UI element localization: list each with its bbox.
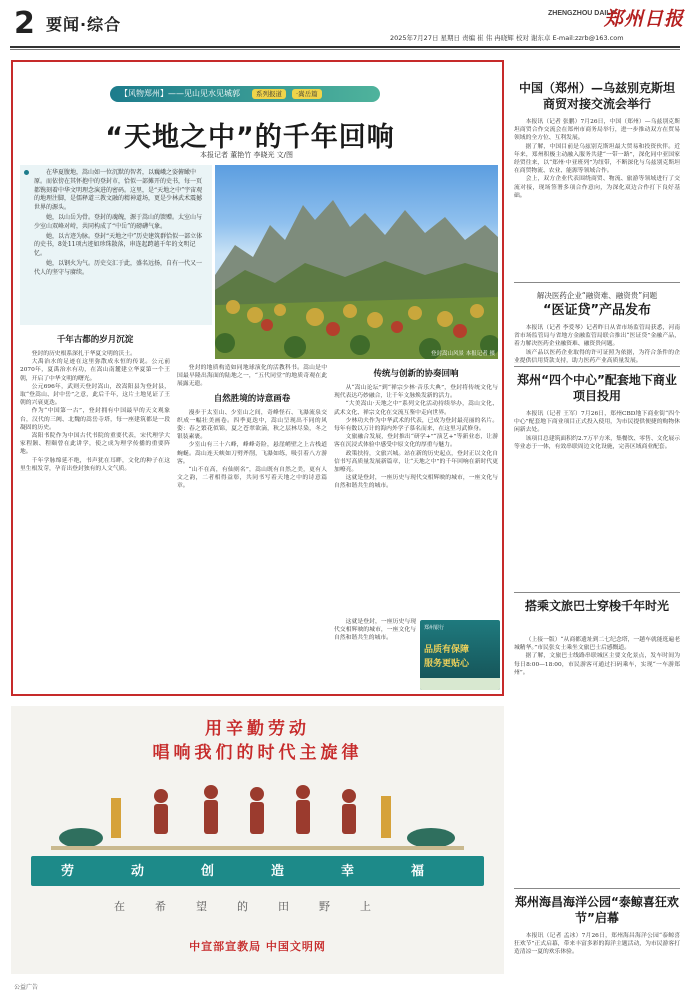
story-divider — [514, 366, 680, 367]
body-paragraph: 本报讯（记者 张鹏）7月26日，中国（郑州）—乌兹别克斯坦商贸合作交流会在郑州市商务局举行，进一步推动双方在贸易领域的全方位、互利发展。 — [514, 119, 680, 142]
brand-english: ZHENGZHOU DAILY — [548, 10, 615, 17]
psa-band-char: 造 — [271, 864, 285, 879]
body-paragraph: 登封的历史根系深扎于华夏文明的沃土。 — [31, 351, 136, 357]
story-medcert-kicker: 解决医药企业“融资难、融资贵”问题 — [536, 291, 658, 300]
story-oceanpark-body — [514, 932, 680, 992]
story-divider — [514, 592, 680, 593]
psa-label: 公益广告 — [14, 984, 39, 991]
psa-headline-1: 用辛勤劳动 — [205, 719, 310, 739]
body-paragraph: 作为“中国第一古”，登封拥有中国最早的天文观象台，汉代的三阙、北魏的嵩岳寺塔，每一座建筑都是一段凝固的历史。 — [20, 408, 170, 431]
psa-band-char: 劳 — [61, 864, 75, 879]
story-divider — [514, 282, 680, 283]
psa-band — [31, 856, 484, 886]
masthead-rule-thin — [10, 49, 680, 50]
story-underground-headline: 郑州“四个中心”配套地下商业项目投用 — [517, 373, 677, 403]
body-paragraph: 这就是登封，一座历史与现代交相辉映的城市，一座文化与自然和谐共生的城市。 — [334, 475, 498, 490]
story-bus-body — [514, 636, 680, 882]
masthead — [0, 0, 690, 52]
bank-logo: 郑州银行 — [424, 625, 445, 631]
psa-band-char: 创 — [201, 864, 215, 879]
body-paragraph: 本报讯（记者 李爱琴）记者昨日从省市场监管局获悉，河南省市场监管局与省地方金融监管局联合推出“医证贷”金融产品，着力解决医药企业融资难、融资贵问题。 — [514, 325, 680, 348]
psa-motto: 在希望的田野上 — [114, 900, 401, 913]
column-badge-title: 【风物郑州】——见山见水见城郭 — [120, 89, 240, 98]
body-paragraph: 少室山有三十六峰，峰峰奇险，悬崖峭壁之上古栈道蜿蜒。嵩山连天峡如刀劈斧削，飞瀑如练，吸引着八方游客。 — [177, 442, 327, 465]
body-paragraph: 政策扶持，文旅兴城。站在新的历史起点，登封正以文化自信书写高质量发展新篇章，让“天地之中”的千年回响在新时代更加嘹亮。 — [334, 450, 498, 474]
psa-credit: 中宣部宣教局 中国文明网 — [189, 940, 326, 953]
subheading-tradition-innovation: 传统与创新的协奏回响 — [373, 369, 459, 379]
feature-headline: “天地之中”的千年回响 — [105, 122, 395, 153]
body-paragraph: 这就是登封，一座历史与现代交相辉映的城市，一座文化与自然和谐共生的城市。 — [334, 619, 416, 642]
column-badge-series: 系列报道 — [252, 89, 286, 99]
feature-byline: 本报记者 董艳竹 李晓光 文/图 — [200, 151, 294, 159]
body-paragraph: 大禹治水的足迹在这里弥散成永恒的传说。公元前2070年，夏禹治水有功，在嵩山南麓建立华夏第一个王朝，开启了中华文明的曙光。 — [20, 359, 170, 382]
ad-slogan-1: 品质有保障 — [424, 645, 470, 655]
psa-band-char: 动 — [131, 864, 145, 879]
lead-paragraph: 她，以古迹为脉。登封“天地之中”历史建筑群恰似一部立体的史书，8处11项古迹如珍珠散落，串连起跨越千年的文明记忆。 — [34, 232, 203, 258]
body-paragraph: “大美嵩山·天地之中”系列文化活动持续举办，嵩山文化、武术文化、禅宗文化在交流互鉴中走向世界。 — [334, 401, 498, 416]
story-bus-headline: 搭乘文旅巴士穿梭千年时光 — [524, 599, 669, 613]
masthead-rule — [10, 46, 680, 48]
ad-stripe — [420, 678, 500, 690]
body-paragraph: 该项目总建筑面积约2.7万平方米，集餐饮、零售、文化展示等业态于一体，有效串联周边文化设施，完善区域商业配套。 — [514, 435, 680, 450]
body-paragraph: 千年学脉绵延不绝，书声犹在耳畔，文化的种子在这里生根发芽，孕育出登封独有的人文气质。 — [20, 457, 170, 472]
public-service-ad — [11, 706, 504, 974]
lead-paragraph: 她，以钢火为气。历史交汇于此，盛名远扬，自有一代又一代人的坚守与赓续。 — [34, 259, 203, 276]
column-badge — [110, 86, 380, 102]
mountain-landscape-image — [215, 165, 498, 359]
psa-band-char: 福 — [411, 864, 425, 879]
feature-lead-box — [20, 165, 212, 325]
body-paragraph: 据了解，文旅巴士线路串联城区主要文化景点，发车时间为每日8:00—18:00，市民游客可通过扫码乘车，实现“一车游郑州”。 — [514, 653, 680, 676]
lead-paragraph: 在华夏腹地，嵩山如一位沉默的智者，以巍峨之姿俯瞰中原。而依傍在其怀抱中的登封市，恰似一部摊开的史书，每一页都镌刻着中华文明理念演进的密码。这里，是“天地之中”宇宙观的地理注脚，是儒释道三教文融的精神道场，更是少林武术震撼世界的源头。 — [34, 169, 203, 212]
body-paragraph: 本报讯（记者 孟冰）7月26日，郑州海昌海洋公园“泰鲸喜狂欢节”正式启幕，带来丰富多彩的海洋主题活动，为市民游客打造清凉一夏的欢乐体验。 — [514, 933, 680, 956]
feature-column-2 — [177, 364, 327, 690]
story-medcert-body — [514, 324, 680, 364]
story-oceanpark-headline: 郑州海昌海洋公园“泰鲸喜狂欢节”启幕 — [515, 895, 679, 925]
subheading-ancient-capital: 千年古都的岁月沉淀 — [56, 335, 134, 345]
body-paragraph: 本报讯（记者 王军）7月26日，郑州CBD地下商业街“四个中心”配套地下商业项目正式投入使用，为市民提供便捷的购物休闲新去处。 — [514, 411, 680, 434]
dateline: 2025年7月27日 星期日 责编 崔 伟 冉晓辉 校对 谢东卓 E-mail:zzrb@163.com — [390, 34, 624, 42]
feature-column-3 — [334, 364, 498, 614]
body-paragraph: 登封的地质构造如同地球演化的活教科书。嵩山是中国最早隆出海面的陆地之一，“五代同堂”的地质奇观在此展露无遗。 — [177, 365, 327, 388]
body-paragraph: 从“嵩山论坛”到“禅宗少林·音乐大典”，登封将传统文化与现代表达巧妙融合，让千年文脉焕发新的活力。 — [334, 385, 498, 400]
photo-caption: 登封嵩山风景 本报记者 摄 — [431, 351, 495, 357]
feature-column-3-tail — [334, 618, 416, 690]
story-uzbek-headline: 中国（郑州）—乌兹别克斯坦商贸对接交流会举行 — [518, 81, 675, 111]
psa-headline-2: 唱响我们的时代主旋律 — [152, 743, 363, 763]
subheading-natural-scenery: 自然胜境的诗意画卷 — [213, 393, 291, 404]
story-uzbek-body — [514, 118, 680, 278]
section-title: 要闻·综合 — [46, 15, 122, 34]
page-number: 2 — [14, 6, 35, 41]
body-paragraph: 嵩阳书院作为中国古代书院的重要代表，宋代理学大家程颢、程颐曾在此讲学，使之成为理学传播的重要阵地。 — [20, 433, 170, 456]
body-paragraph: （上接一版）“从商都遗址到二七纪念塔，一趟车就能逛遍老城精华。”市民张女士乘坐文旅巴士后感慨道。 — [514, 637, 680, 652]
ad-slogan-2: 服务更贴心 — [424, 659, 470, 669]
story-underground-body — [514, 410, 680, 586]
story-medcert-headline: “医证贷”产品发布 — [542, 303, 652, 318]
lead-paragraph: 她，以山岳为骨。登封的魂魄，源于嵩山的馈赠。太室山与少室山双峰对峙，共同构成了“中岳”的磅礴气象。 — [34, 213, 203, 230]
column-badge-part: ·嵩岳篇 — [292, 89, 322, 99]
body-paragraph: 文旅融合发展，登封推出“研学+”“演艺+”等新业态，让游客在沉浸式体验中感受中原文化的厚重与魅力。 — [334, 434, 498, 449]
body-paragraph: 公元696年，武则天登封嵩山，改嵩阳县为登封县，取“登嵩山、封中岳”之意，此后千年，这片土地见证了王朝的兴衰更迭。 — [20, 383, 170, 407]
brand-logo: 郑州日报 — [604, 8, 685, 30]
body-paragraph: 据了解，中国目前是乌兹别克斯坦最大贸易和投资伙伴。近年来，郑州积极主动融入服务共建“一带一路”，深化同中亚国家经贸往来，以“郑州·中亚班列”为纽带，不断深化与乌兹别克斯坦在商贸物流、农业、能源等领域合作。 — [514, 143, 680, 175]
bank-ad-thumbnail[interactable] — [420, 620, 500, 690]
feature-column-1 — [20, 330, 170, 690]
story-divider — [514, 888, 680, 889]
body-paragraph: 少林功夫作为中华武术的代表，已成为登封最亮丽的名片。每年有数以万计的海内外学子慕名而来，在这里习武修身。 — [334, 417, 498, 433]
body-paragraph: “山不在高，有仙则名”，嵩山既有自然之美，更有人文之韵，二者相得益彰，共同书写着天地之中的诗意篇章。 — [177, 467, 327, 490]
body-paragraph: 会上，双方企业代表围绕商贸、物流、旅游等领域进行了交流对接，现场签署多项合作意向，为深化双边合作打下良好基础。 — [514, 176, 680, 199]
workers-illustration — [51, 768, 464, 854]
feature-photo — [215, 165, 498, 359]
psa-band-char: 幸 — [341, 864, 355, 879]
body-paragraph: 漫步于太室山、少室山之间，奇峰怪石、飞瀑流泉交织成一幅壮美画卷。四季更迭中，嵩山呈现出不同的风姿：春之繁花似锦，夏之苍翠欲滴，秋之层林尽染，冬之银装素裹。 — [177, 409, 327, 441]
body-paragraph: 该产品以医药企业取得的许可证照为依据，为符合条件的企业提供信用贷款支持，助力医药产业高质量发展。 — [514, 349, 680, 364]
